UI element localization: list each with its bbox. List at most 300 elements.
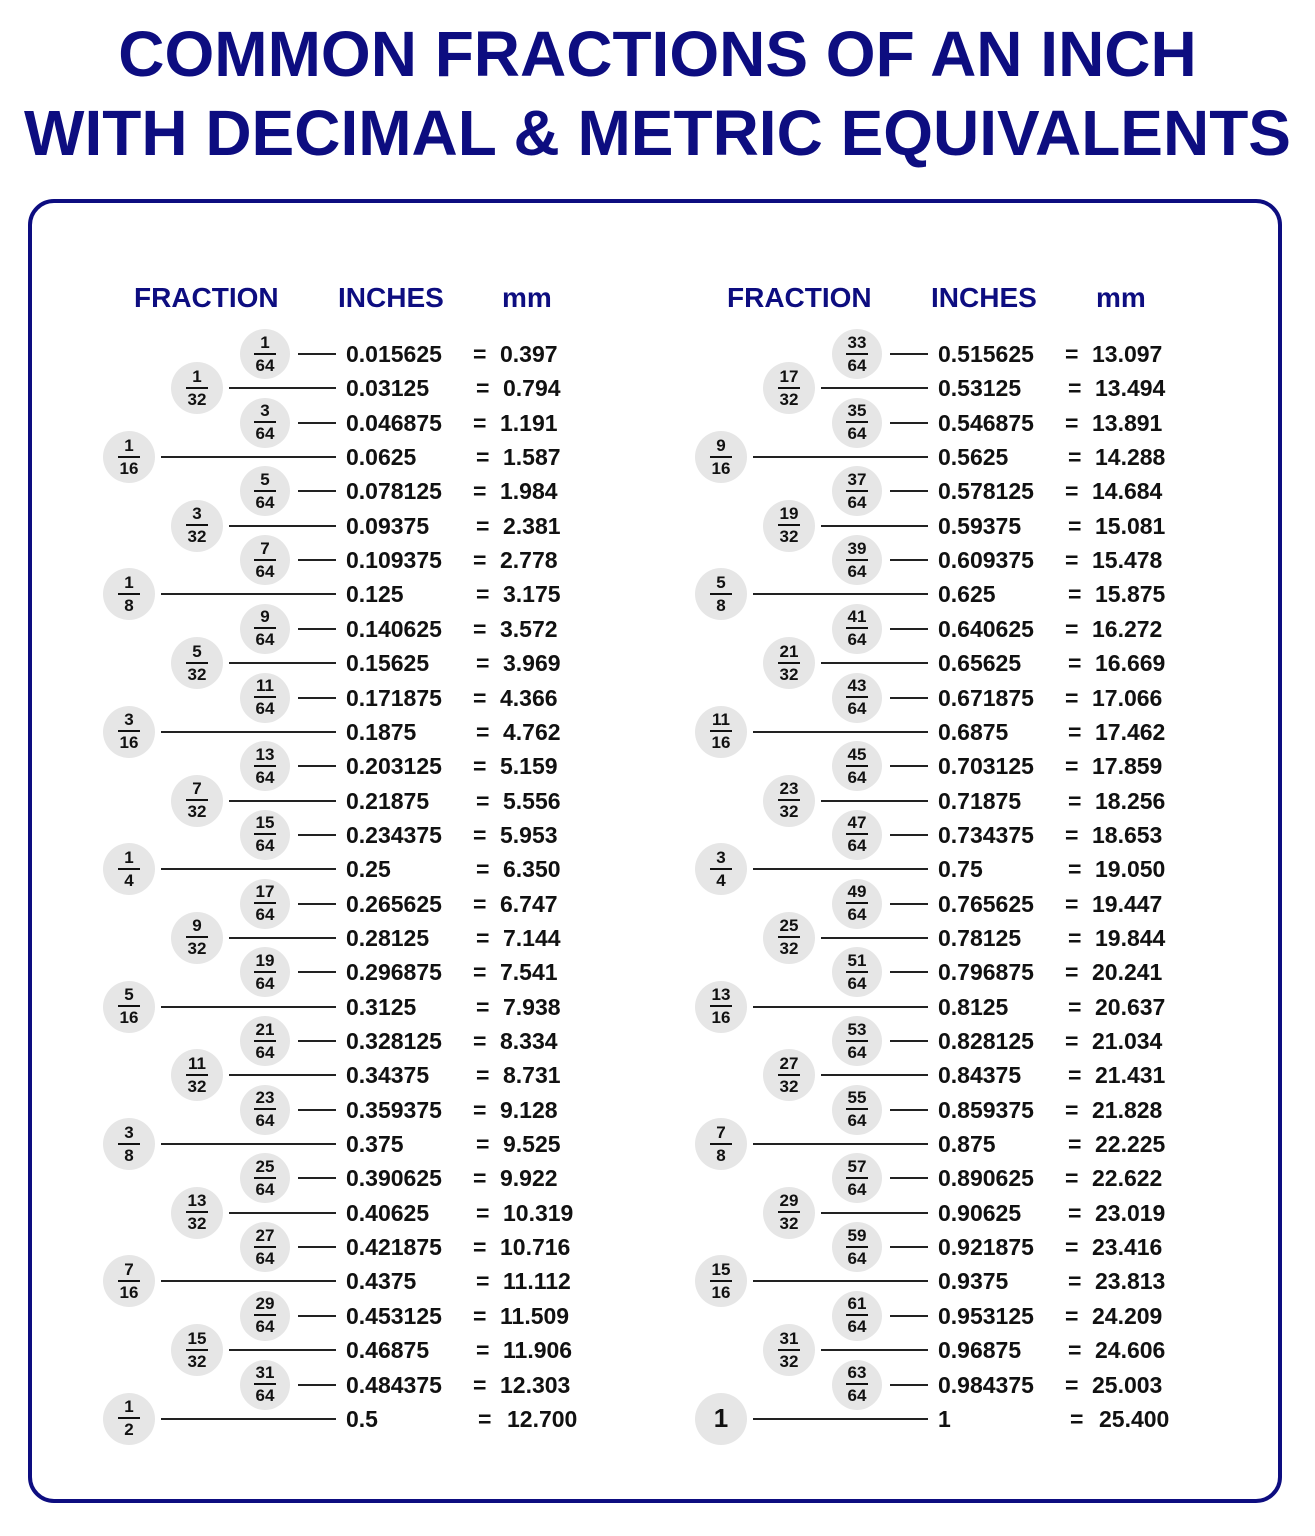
fraction-badge (171, 500, 223, 552)
fraction-numerator: 31 (255, 1363, 275, 1382)
fraction-badge (240, 535, 290, 585)
mm-value: 0.794 (503, 375, 561, 402)
fraction-numerator: 29 (255, 1294, 275, 1314)
inches-value: 0.875 (938, 1131, 996, 1158)
equals-sign: = (1068, 924, 1082, 951)
fraction-bar (254, 1040, 276, 1042)
fraction-numerator: 23 (255, 1088, 275, 1108)
equals-sign: = (1068, 993, 1082, 1020)
mm-value: 23.019 (1095, 1199, 1166, 1226)
fraction-numerator: 25 (779, 916, 799, 936)
fraction-bar (118, 593, 140, 595)
fraction-badge (763, 362, 815, 414)
fraction-badge (763, 500, 815, 552)
inches-value: 0.71875 (938, 787, 1022, 814)
equals-sign: = (473, 341, 487, 367)
leader-line (161, 1143, 336, 1145)
mm-value: 24.606 (1095, 1337, 1166, 1364)
mm-value: 14.288 (1095, 444, 1166, 471)
fraction-denominator: 64 (255, 492, 275, 512)
fraction-numerator: 61 (847, 1294, 867, 1314)
mm-value: 15.478 (1092, 547, 1163, 574)
fraction-numerator: 57 (847, 1156, 867, 1176)
fraction-bar (254, 971, 276, 973)
equals-sign: = (1068, 375, 1082, 402)
leader-line (161, 731, 336, 733)
equals-sign: = (1065, 753, 1079, 780)
fraction-badge (240, 1360, 290, 1410)
fraction-denominator: 64 (255, 905, 275, 925)
leader-line (161, 1280, 336, 1282)
leader-line (753, 1006, 928, 1008)
leader-line (298, 422, 336, 424)
mm-value: 16.669 (1095, 650, 1166, 677)
mm-value: 8.334 (500, 1028, 558, 1054)
fraction-denominator: 16 (711, 458, 731, 478)
inches-value: 0.703125 (938, 753, 1034, 780)
fraction-bar (118, 1417, 140, 1419)
fraction-numerator: 25 (255, 1156, 275, 1176)
fraction-badge (171, 362, 223, 414)
equals-sign: = (1068, 1062, 1082, 1089)
fraction-numerator: 13 (711, 985, 731, 1005)
inches-value: 0.921875 (938, 1234, 1034, 1261)
fraction-badge (832, 810, 882, 860)
fraction-bar (118, 868, 140, 870)
mm-value: 11.112 (503, 1268, 571, 1295)
fraction-numerator: 9 (192, 916, 202, 936)
fraction-bar (186, 1349, 208, 1351)
fraction-denominator: 64 (255, 1111, 275, 1131)
mm-value: 3.572 (500, 615, 558, 642)
fraction-denominator: 16 (119, 1008, 139, 1028)
mm-value: 10.319 (503, 1199, 574, 1226)
fraction-badge (832, 1360, 882, 1410)
mm-value: 12.303 (500, 1371, 571, 1398)
fraction-numerator: 3 (124, 1122, 134, 1142)
mm-value: 23.416 (1092, 1234, 1163, 1261)
inches-value: 0.53125 (938, 375, 1022, 402)
inches-value: 0.96875 (938, 1337, 1022, 1364)
fraction-numerator: 37 (847, 469, 867, 489)
fraction-bar (186, 662, 208, 664)
inches-value: 0.359375 (346, 1096, 442, 1123)
fraction-bar (710, 730, 732, 732)
fraction-numerator: 9 (260, 607, 270, 627)
fraction-badge (240, 329, 290, 379)
mm-value: 18.256 (1095, 787, 1166, 814)
leader-line (229, 1074, 336, 1076)
inches-value: 0.5625 (938, 444, 1009, 471)
fraction-denominator: 64 (255, 630, 275, 650)
fraction-bar (710, 456, 732, 458)
fraction-badge (763, 1187, 815, 1239)
fraction-numerator: 11 (188, 1053, 206, 1073)
fraction-numerator: 23 (779, 779, 799, 799)
mm-value: 6.747 (500, 890, 558, 917)
fraction-badge (240, 879, 290, 929)
leader-line (229, 387, 336, 389)
fraction-bar (710, 1005, 732, 1007)
equals-sign: = (1068, 856, 1082, 883)
fraction-denominator: 4 (124, 870, 134, 890)
fraction-bar (118, 1280, 140, 1282)
fraction-numerator: 9 (716, 435, 726, 455)
fraction-denominator: 64 (255, 355, 275, 375)
leader-line (753, 1143, 928, 1145)
inches-value: 1 (938, 1405, 951, 1432)
fraction-numerator: 15 (711, 1259, 731, 1279)
equals-sign: = (473, 821, 487, 848)
fraction-denominator: 32 (779, 527, 799, 547)
fraction-bar (710, 1280, 732, 1282)
equals-sign: = (473, 1302, 487, 1329)
fraction-bar (186, 799, 208, 801)
fraction-numerator: 47 (847, 813, 867, 833)
equals-sign: = (476, 444, 490, 471)
fraction-numerator: 7 (716, 1122, 726, 1142)
equals-sign: = (473, 890, 487, 917)
fraction-badge (832, 741, 882, 791)
equals-sign: = (1068, 650, 1082, 677)
inches-value: 0.78125 (938, 924, 1022, 951)
leader-line (890, 422, 928, 424)
fraction-denominator: 64 (847, 699, 867, 718)
leader-line (229, 525, 336, 527)
fraction-denominator: 16 (711, 733, 731, 753)
leader-line (821, 937, 928, 939)
inches-value: 0.953125 (938, 1302, 1034, 1329)
equals-sign: = (1068, 1337, 1082, 1364)
fraction-bar (254, 902, 276, 904)
fraction-bar (778, 387, 800, 389)
equals-sign: = (476, 1268, 490, 1295)
equals-sign: = (476, 718, 490, 745)
inches-value: 0.546875 (938, 409, 1034, 436)
leader-line (298, 1384, 336, 1386)
fraction-denominator: 64 (255, 1179, 275, 1199)
equals-sign: = (476, 1337, 490, 1364)
mm-value: 19.050 (1095, 856, 1166, 883)
fraction-badge (832, 329, 882, 379)
fraction-numerator: 35 (847, 401, 867, 421)
fraction-bar (778, 662, 800, 664)
inches-value: 0.140625 (346, 615, 442, 642)
fraction-badge (171, 1324, 223, 1376)
fraction-badge (240, 1085, 290, 1135)
leader-line (298, 353, 336, 355)
leader-line (890, 834, 928, 836)
inches-value: 0.890625 (938, 1165, 1034, 1192)
equals-sign: = (1065, 409, 1079, 436)
inches-value: 0.46875 (346, 1337, 430, 1364)
inches-value: 0.046875 (346, 409, 442, 436)
equals-sign: = (473, 1096, 487, 1123)
fraction-badge (103, 843, 155, 895)
fraction-bar (846, 1040, 868, 1042)
fraction-numerator: 5 (260, 469, 270, 489)
leader-line (890, 1109, 928, 1111)
fraction-bar (846, 1314, 868, 1316)
inches-value: 0.515625 (938, 341, 1034, 367)
equals-sign: = (1065, 1371, 1079, 1398)
equals-sign: = (1068, 1131, 1082, 1158)
equals-sign: = (476, 581, 490, 608)
equals-sign: = (1068, 444, 1082, 471)
inches-value: 0.109375 (346, 547, 442, 574)
fraction-badge (695, 981, 747, 1033)
leader-line (890, 628, 928, 630)
fraction-denominator: 64 (847, 1042, 867, 1062)
fraction-bar (778, 1349, 800, 1351)
leader-line (890, 971, 928, 973)
leader-line (890, 353, 928, 355)
leader-line (229, 1349, 336, 1351)
mm-value: 17.462 (1095, 718, 1166, 745)
leader-line (890, 490, 928, 492)
fraction-badge (832, 604, 882, 654)
left-header-inches: INCHES (338, 282, 444, 313)
mm-value: 11.906 (503, 1337, 573, 1364)
fraction-bar (186, 387, 208, 389)
fraction-numerator: 21 (779, 641, 799, 661)
leader-line (298, 1246, 336, 1248)
fraction-bar (778, 799, 800, 801)
fraction-badge (763, 775, 815, 827)
fraction-bar (254, 1314, 276, 1316)
fraction-badge (103, 1118, 155, 1170)
fraction-bar (846, 421, 868, 423)
fraction-numerator: 1 (124, 435, 134, 455)
fraction-bar (254, 1108, 276, 1110)
fraction-denominator: 8 (716, 1145, 726, 1165)
equals-sign: = (476, 375, 490, 402)
inches-value: 0.25 (346, 856, 391, 883)
leader-line (753, 1418, 928, 1420)
right-header-inches: INCHES (931, 282, 1037, 313)
fraction-denominator: 8 (124, 1145, 134, 1165)
fraction-badge (240, 810, 290, 860)
fraction-numerator: 15 (255, 813, 275, 833)
inches-value: 0.4375 (346, 1268, 417, 1295)
fraction-denominator: 64 (847, 1317, 867, 1337)
fraction-badge (171, 912, 223, 964)
fraction-denominator: 32 (779, 1214, 799, 1234)
leader-line (890, 903, 928, 905)
left-header-fraction: FRACTION (134, 282, 279, 313)
leader-line (229, 937, 336, 939)
fraction-numerator: 33 (847, 332, 867, 352)
inches-value: 0.75 (938, 856, 983, 883)
fraction-denominator: 64 (255, 1386, 275, 1405)
mm-value: 17.859 (1092, 753, 1163, 780)
mm-value: 19.447 (1092, 890, 1163, 917)
fraction-bar (778, 1074, 800, 1076)
fraction-numerator: 53 (847, 1019, 867, 1039)
inches-value: 0.6875 (938, 718, 1009, 745)
fraction-bar (846, 1246, 868, 1248)
fraction-numerator: 29 (779, 1191, 799, 1211)
fraction-denominator: 64 (847, 355, 867, 375)
fraction-denominator: 32 (779, 939, 799, 959)
inches-value: 0.609375 (938, 547, 1034, 574)
inches-value: 0.453125 (346, 1302, 442, 1329)
inches-value: 0.8125 (938, 993, 1009, 1020)
fraction-bar (778, 936, 800, 938)
equals-sign: = (476, 787, 490, 814)
mm-value: 7.144 (503, 924, 561, 951)
inches-value: 0.40625 (346, 1199, 430, 1226)
inches-value: 0.375 (346, 1131, 404, 1158)
fraction-denominator: 16 (119, 733, 139, 753)
fraction-numerator: 55 (847, 1088, 867, 1108)
mm-value: 2.381 (503, 512, 561, 539)
inches-value: 0.578125 (938, 478, 1034, 505)
inches-value: 0.15625 (346, 650, 430, 677)
leader-line (890, 1384, 928, 1386)
fraction-bar (846, 627, 868, 629)
fraction-bar (254, 559, 276, 561)
equals-sign: = (1065, 890, 1079, 917)
inches-value: 0.234375 (346, 821, 442, 848)
leader-line (821, 1074, 928, 1076)
leader-line (753, 868, 928, 870)
fraction-badge (695, 431, 747, 483)
equals-sign: = (476, 856, 490, 883)
fraction-denominator: 32 (779, 802, 799, 822)
fraction-badge (240, 673, 290, 723)
fraction-bar (846, 1108, 868, 1110)
fraction-bar (254, 627, 276, 629)
inches-value: 0.203125 (346, 753, 442, 780)
fraction-badge (832, 535, 882, 585)
equals-sign: = (1065, 1234, 1079, 1261)
leader-line (298, 1315, 336, 1317)
fraction-badge (103, 431, 155, 483)
fraction-denominator: 8 (716, 595, 726, 615)
leader-line (161, 1418, 336, 1420)
fraction-badge (695, 1118, 747, 1170)
equals-sign: = (478, 1405, 492, 1432)
leader-line (890, 765, 928, 767)
inches-value: 0.90625 (938, 1199, 1022, 1226)
fraction-bar (118, 1143, 140, 1145)
fraction-numerator: 11 (712, 710, 730, 730)
mm-value: 23.813 (1095, 1268, 1166, 1295)
fraction-badge (763, 637, 815, 689)
fraction-bar (186, 524, 208, 526)
leader-line (298, 1109, 336, 1111)
fraction-denominator: 64 (255, 1317, 275, 1337)
leader-line (298, 834, 336, 836)
fraction-denominator: 32 (187, 527, 207, 547)
inches-value: 0.265625 (346, 890, 442, 917)
inches-value: 0.9375 (938, 1268, 1009, 1295)
leader-line (229, 662, 336, 664)
fraction-bar (710, 593, 732, 595)
mm-value: 19.844 (1095, 924, 1166, 951)
mm-value: 6.350 (503, 856, 561, 883)
equals-sign: = (476, 924, 490, 951)
fraction-numerator: 7 (260, 538, 270, 558)
mm-value: 22.225 (1095, 1131, 1166, 1158)
equals-sign: = (473, 478, 487, 505)
mm-value: 16.272 (1092, 615, 1163, 642)
inches-value: 0.5 (346, 1405, 378, 1432)
leader-line (298, 1177, 336, 1179)
fraction-numerator: 51 (847, 950, 867, 970)
fraction-badge (763, 912, 815, 964)
mm-value: 7.541 (500, 959, 558, 986)
mm-value: 17.066 (1092, 684, 1163, 711)
mm-value: 15.875 (1095, 581, 1166, 608)
fraction-denominator: 32 (187, 1214, 207, 1234)
fraction-denominator: 64 (847, 905, 867, 925)
fraction-numerator: 7 (192, 779, 202, 799)
fraction-bar (254, 1177, 276, 1179)
inches-value: 0.328125 (346, 1028, 442, 1054)
fraction-denominator: 32 (187, 939, 207, 959)
leader-line (753, 1280, 928, 1282)
mm-value: 5.953 (500, 821, 558, 848)
fraction-numerator: 27 (779, 1053, 799, 1073)
leader-line (298, 697, 336, 699)
fraction-numerator: 1 (260, 332, 270, 352)
fraction-numerator: 3 (124, 710, 134, 730)
equals-sign: = (1068, 1268, 1082, 1295)
title-line-2: WITH DECIMAL & METRIC EQUIVALENTS (24, 97, 1291, 169)
fraction-denominator: 2 (124, 1420, 134, 1440)
mm-value: 11.509 (500, 1302, 570, 1329)
leader-line (161, 593, 336, 595)
fraction-denominator: 64 (255, 561, 275, 581)
equals-sign: = (476, 512, 490, 539)
fraction-denominator: 64 (255, 424, 275, 444)
fraction-badge (103, 706, 155, 758)
equals-sign: = (473, 1371, 487, 1398)
fraction-denominator: 4 (716, 870, 726, 890)
fraction-bar (254, 1246, 276, 1248)
right-header-fraction: FRACTION (727, 282, 872, 313)
fraction-bar (846, 902, 868, 904)
inches-value: 0.078125 (346, 478, 442, 505)
fraction-bar (254, 353, 276, 355)
fraction-denominator: 32 (779, 1351, 799, 1371)
leader-line (161, 456, 336, 458)
mm-value: 8.731 (503, 1062, 561, 1089)
fraction-badge (832, 673, 882, 723)
fraction-badge (240, 741, 290, 791)
fraction-bar (846, 353, 868, 355)
fraction-denominator: 32 (779, 389, 799, 409)
inches-value: 0.828125 (938, 1028, 1034, 1054)
mm-value: 20.637 (1095, 993, 1166, 1020)
equals-sign: = (473, 409, 487, 436)
fraction-denominator: 64 (255, 1248, 275, 1268)
leader-line (890, 697, 928, 699)
fraction-denominator: 64 (847, 973, 867, 993)
mm-value: 0.397 (500, 341, 558, 367)
mm-value: 12.700 (507, 1405, 578, 1432)
fraction-numerator: 39 (847, 538, 867, 558)
mm-value: 9.128 (500, 1096, 558, 1123)
fraction-numerator: 1 (124, 1397, 134, 1417)
mm-value: 9.922 (500, 1165, 558, 1192)
fraction-denominator: 64 (847, 1179, 867, 1199)
equals-sign: = (473, 1028, 487, 1054)
inches-value: 0.640625 (938, 615, 1034, 642)
fraction-numerator: 13 (187, 1191, 207, 1211)
